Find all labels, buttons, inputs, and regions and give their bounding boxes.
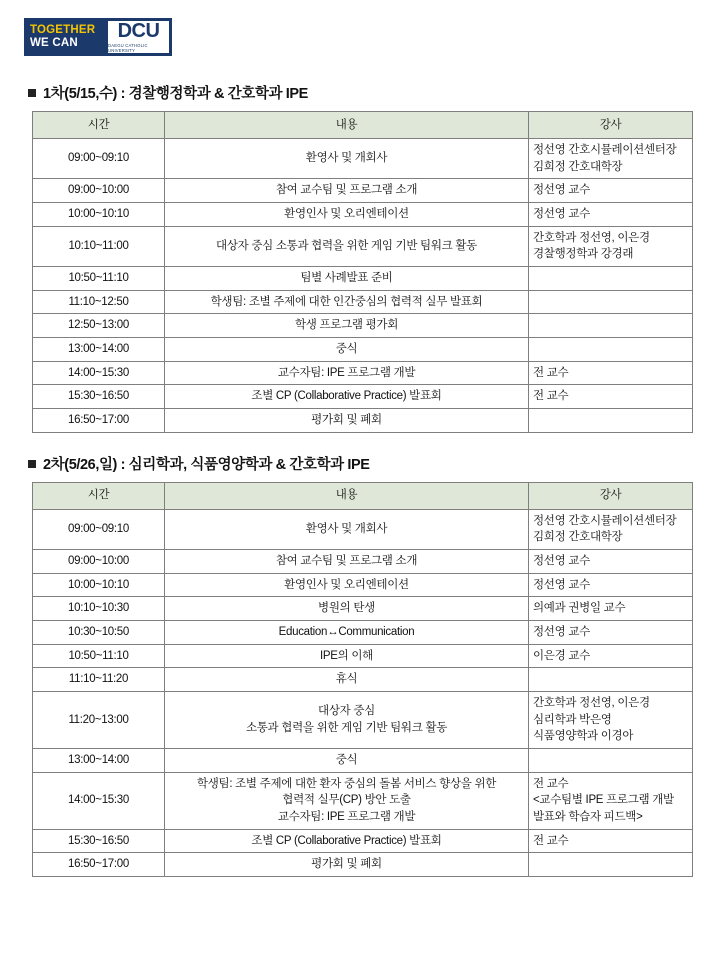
column-header: 강사 bbox=[529, 112, 693, 139]
column-header: 시간 bbox=[33, 112, 165, 139]
cell-time: 15:30~16:50 bbox=[33, 829, 165, 853]
column-header: 시간 bbox=[33, 482, 165, 509]
section-title bbox=[28, 453, 702, 474]
table-row bbox=[33, 385, 693, 409]
logo-slogan-line2: WE CAN bbox=[30, 37, 78, 49]
cell-content: 교수자팀: IPE 프로그램 개발 bbox=[165, 361, 529, 385]
schedule-sections bbox=[18, 82, 702, 877]
table-row bbox=[33, 853, 693, 877]
cell-lecturer bbox=[529, 179, 693, 203]
cell-content-line: 대상자 중심 bbox=[318, 705, 375, 718]
cell-lecturer bbox=[529, 550, 693, 574]
table-row bbox=[33, 267, 693, 291]
table-row bbox=[33, 829, 693, 853]
cell-content bbox=[165, 692, 529, 749]
cell-content: 환영사 및 개회사 bbox=[165, 509, 529, 549]
section-title-text: 1차(5/15,수) : 경찰행정학과 & 간호학과 IPE bbox=[43, 86, 308, 102]
cell-content-line: 소통과 협력을 위한 게임 기반 팀워크 활동 bbox=[245, 722, 448, 735]
cell-lecturer-line: 전 교수 bbox=[533, 834, 569, 847]
table-row bbox=[33, 692, 693, 749]
cell-content bbox=[165, 772, 529, 829]
table-row bbox=[33, 509, 693, 549]
column-header: 강사 bbox=[529, 482, 693, 509]
cell-time: 10:50~11:10 bbox=[33, 644, 165, 668]
cell-lecturer bbox=[529, 290, 693, 314]
table-row bbox=[33, 226, 693, 266]
cell-content: 평가회 및 폐회 bbox=[165, 409, 529, 433]
cell-lecturer bbox=[529, 267, 693, 291]
cell-time: 16:50~17:00 bbox=[33, 853, 165, 877]
logo-brand-text: DCU bbox=[117, 20, 160, 42]
cell-lecturer-line: 이은경 교수 bbox=[533, 649, 590, 662]
logo-slogan bbox=[24, 18, 108, 56]
cell-lecturer bbox=[529, 203, 693, 227]
cell-time: 10:00~10:10 bbox=[33, 203, 165, 227]
cell-lecturer bbox=[529, 853, 693, 877]
bullet-square-icon bbox=[28, 89, 36, 97]
cell-content: 대상자 중심 소통과 협력을 위한 게임 기반 팀워크 활동 bbox=[165, 226, 529, 266]
table-row bbox=[33, 749, 693, 773]
table-row bbox=[33, 772, 693, 829]
cell-lecturer bbox=[529, 573, 693, 597]
cell-lecturer bbox=[529, 597, 693, 621]
table-header-row bbox=[33, 482, 693, 509]
cell-lecturer bbox=[529, 749, 693, 773]
table-row bbox=[33, 409, 693, 433]
cell-lecturer bbox=[529, 621, 693, 645]
table-row bbox=[33, 621, 693, 645]
logo-slogan-line1: TOGETHER bbox=[30, 24, 96, 37]
cell-content-line: 교수자팀: IPE 프로그램 개발 bbox=[277, 811, 416, 824]
table-row bbox=[33, 668, 693, 692]
cell-time: 10:10~11:00 bbox=[33, 226, 165, 266]
cell-content: IPE의 이해 bbox=[165, 644, 529, 668]
cell-lecturer-line: 김희정 간호대학장 bbox=[533, 531, 623, 544]
cell-time: 11:20~13:00 bbox=[33, 692, 165, 749]
schedule-table bbox=[32, 482, 693, 877]
cell-time: 12:50~13:00 bbox=[33, 314, 165, 338]
table-row bbox=[33, 314, 693, 338]
cell-time: 14:00~15:30 bbox=[33, 361, 165, 385]
cell-lecturer-line: 간호학과 정선영, 이은경 bbox=[533, 231, 650, 244]
cell-lecturer-line: 정선영 간호시뮬레이션센터장 bbox=[533, 514, 677, 527]
cell-content: 조별 CP (Collaborative Practice) 발표회 bbox=[165, 829, 529, 853]
cell-content: 참여 교수팀 및 프로그램 소개 bbox=[165, 179, 529, 203]
cell-lecturer-line: 정선영 교수 bbox=[533, 626, 590, 639]
cell-time: 10:00~10:10 bbox=[33, 573, 165, 597]
cell-lecturer bbox=[529, 772, 693, 829]
cell-lecturer-line: 경찰행정학과 강경래 bbox=[533, 248, 634, 261]
table-header-row bbox=[33, 112, 693, 139]
cell-content: 중식 bbox=[165, 338, 529, 362]
cell-lecturer bbox=[529, 314, 693, 338]
table-row bbox=[33, 338, 693, 362]
cell-lecturer-line: 간호학과 정선영, 이은경 bbox=[533, 697, 650, 710]
cell-time: 16:50~17:00 bbox=[33, 409, 165, 433]
table-row bbox=[33, 139, 693, 179]
cell-content: 휴식 bbox=[165, 668, 529, 692]
cell-time: 11:10~11:20 bbox=[33, 668, 165, 692]
table-row bbox=[33, 644, 693, 668]
cell-lecturer bbox=[529, 139, 693, 179]
cell-lecturer-line: 전 교수 bbox=[533, 390, 569, 403]
cell-lecturer bbox=[529, 692, 693, 749]
cell-lecturer bbox=[529, 409, 693, 433]
cell-content: 병원의 탄생 bbox=[165, 597, 529, 621]
cell-lecturer-line: 정선영 간호시뮬레이션센터장 bbox=[533, 144, 677, 156]
cell-lecturer bbox=[529, 338, 693, 362]
cell-time: 10:50~11:10 bbox=[33, 267, 165, 291]
bullet-square-icon bbox=[28, 460, 36, 468]
cell-content: Education↔Communication bbox=[165, 621, 529, 645]
cell-time: 14:00~15:30 bbox=[33, 772, 165, 829]
cell-lecturer-line: 식품영양학과 이경아 bbox=[533, 730, 634, 743]
cell-lecturer bbox=[529, 226, 693, 266]
cell-time: 13:00~14:00 bbox=[33, 338, 165, 362]
cell-time: 10:30~10:50 bbox=[33, 621, 165, 645]
cell-lecturer bbox=[529, 361, 693, 385]
cell-lecturer bbox=[529, 644, 693, 668]
logo-brand-subtext: DAEGU CATHOLIC UNIVERSITY bbox=[108, 43, 148, 53]
cell-time: 11:10~12:50 bbox=[33, 290, 165, 314]
cell-lecturer-line: 김희정 간호대학장 bbox=[533, 160, 623, 173]
cell-lecturer-line: 정선영 교수 bbox=[533, 184, 590, 197]
schedule-table bbox=[32, 111, 693, 433]
cell-content: 환영인사 및 오리엔테이션 bbox=[165, 573, 529, 597]
section-title-text: 2차(5/26,일) : 심리학과, 식품영양학과 & 간호학과 IPE bbox=[43, 456, 370, 473]
cell-time: 13:00~14:00 bbox=[33, 749, 165, 773]
column-header: 내용 bbox=[165, 112, 529, 139]
cell-lecturer-line: 정선영 교수 bbox=[533, 555, 590, 568]
cell-content: 중식 bbox=[165, 749, 529, 773]
cell-time: 10:10~10:30 bbox=[33, 597, 165, 621]
cell-content: 평가회 및 폐회 bbox=[165, 853, 529, 877]
logo-brand bbox=[108, 21, 169, 53]
cell-time: 09:00~10:00 bbox=[33, 550, 165, 574]
table-row bbox=[33, 361, 693, 385]
cell-content: 환영인사 및 오리엔테이션 bbox=[165, 203, 529, 227]
cell-content: 환영사 및 개회사 bbox=[165, 139, 529, 179]
cell-content-line: 학생팀: 조별 주제에 대한 환자 중심의 돌봄 서비스 향상을 위한 bbox=[196, 777, 497, 790]
column-header: 내용 bbox=[165, 482, 529, 509]
cell-time: 09:00~10:00 bbox=[33, 179, 165, 203]
table-row bbox=[33, 179, 693, 203]
table-row bbox=[33, 203, 693, 227]
table-row bbox=[33, 550, 693, 574]
dcu-logo bbox=[24, 18, 172, 56]
cell-content: 학생팀: 조별 주제에 대한 인간중심의 협력적 실무 발표회 bbox=[165, 290, 529, 314]
cell-content: 학생 프로그램 평가회 bbox=[165, 314, 529, 338]
cell-lecturer bbox=[529, 509, 693, 549]
cell-content: 팀별 사례발표 준비 bbox=[165, 267, 529, 291]
cell-lecturer-line: 전 교수 bbox=[533, 777, 569, 790]
cell-time: 09:00~09:10 bbox=[33, 139, 165, 179]
cell-lecturer-line: 발표와 학습자 피드백> bbox=[533, 811, 643, 824]
cell-lecturer bbox=[529, 829, 693, 853]
cell-lecturer bbox=[529, 385, 693, 409]
cell-lecturer-line: 정선영 교수 bbox=[533, 578, 590, 591]
cell-lecturer-line: <교수팀별 IPE 프로그램 개발 bbox=[533, 794, 674, 807]
cell-content: 조별 CP (Collaborative Practice) 발표회 bbox=[165, 385, 529, 409]
cell-content-line: 협력적 실무(CP) 방안 도출 bbox=[282, 794, 411, 807]
cell-lecturer-line: 정선영 교수 bbox=[533, 208, 590, 221]
table-row bbox=[33, 573, 693, 597]
cell-content: 참여 교수팀 및 프로그램 소개 bbox=[165, 550, 529, 574]
cell-lecturer-line: 전 교수 bbox=[533, 366, 569, 379]
cell-time: 15:30~16:50 bbox=[33, 385, 165, 409]
table-row bbox=[33, 290, 693, 314]
cell-lecturer-line: 의예과 권병일 교수 bbox=[533, 602, 626, 615]
table-row bbox=[33, 597, 693, 621]
cell-lecturer bbox=[529, 668, 693, 692]
cell-time: 09:00~09:10 bbox=[33, 509, 165, 549]
cell-lecturer-line: 심리학과 박은영 bbox=[533, 713, 612, 726]
section-title bbox=[28, 82, 702, 103]
